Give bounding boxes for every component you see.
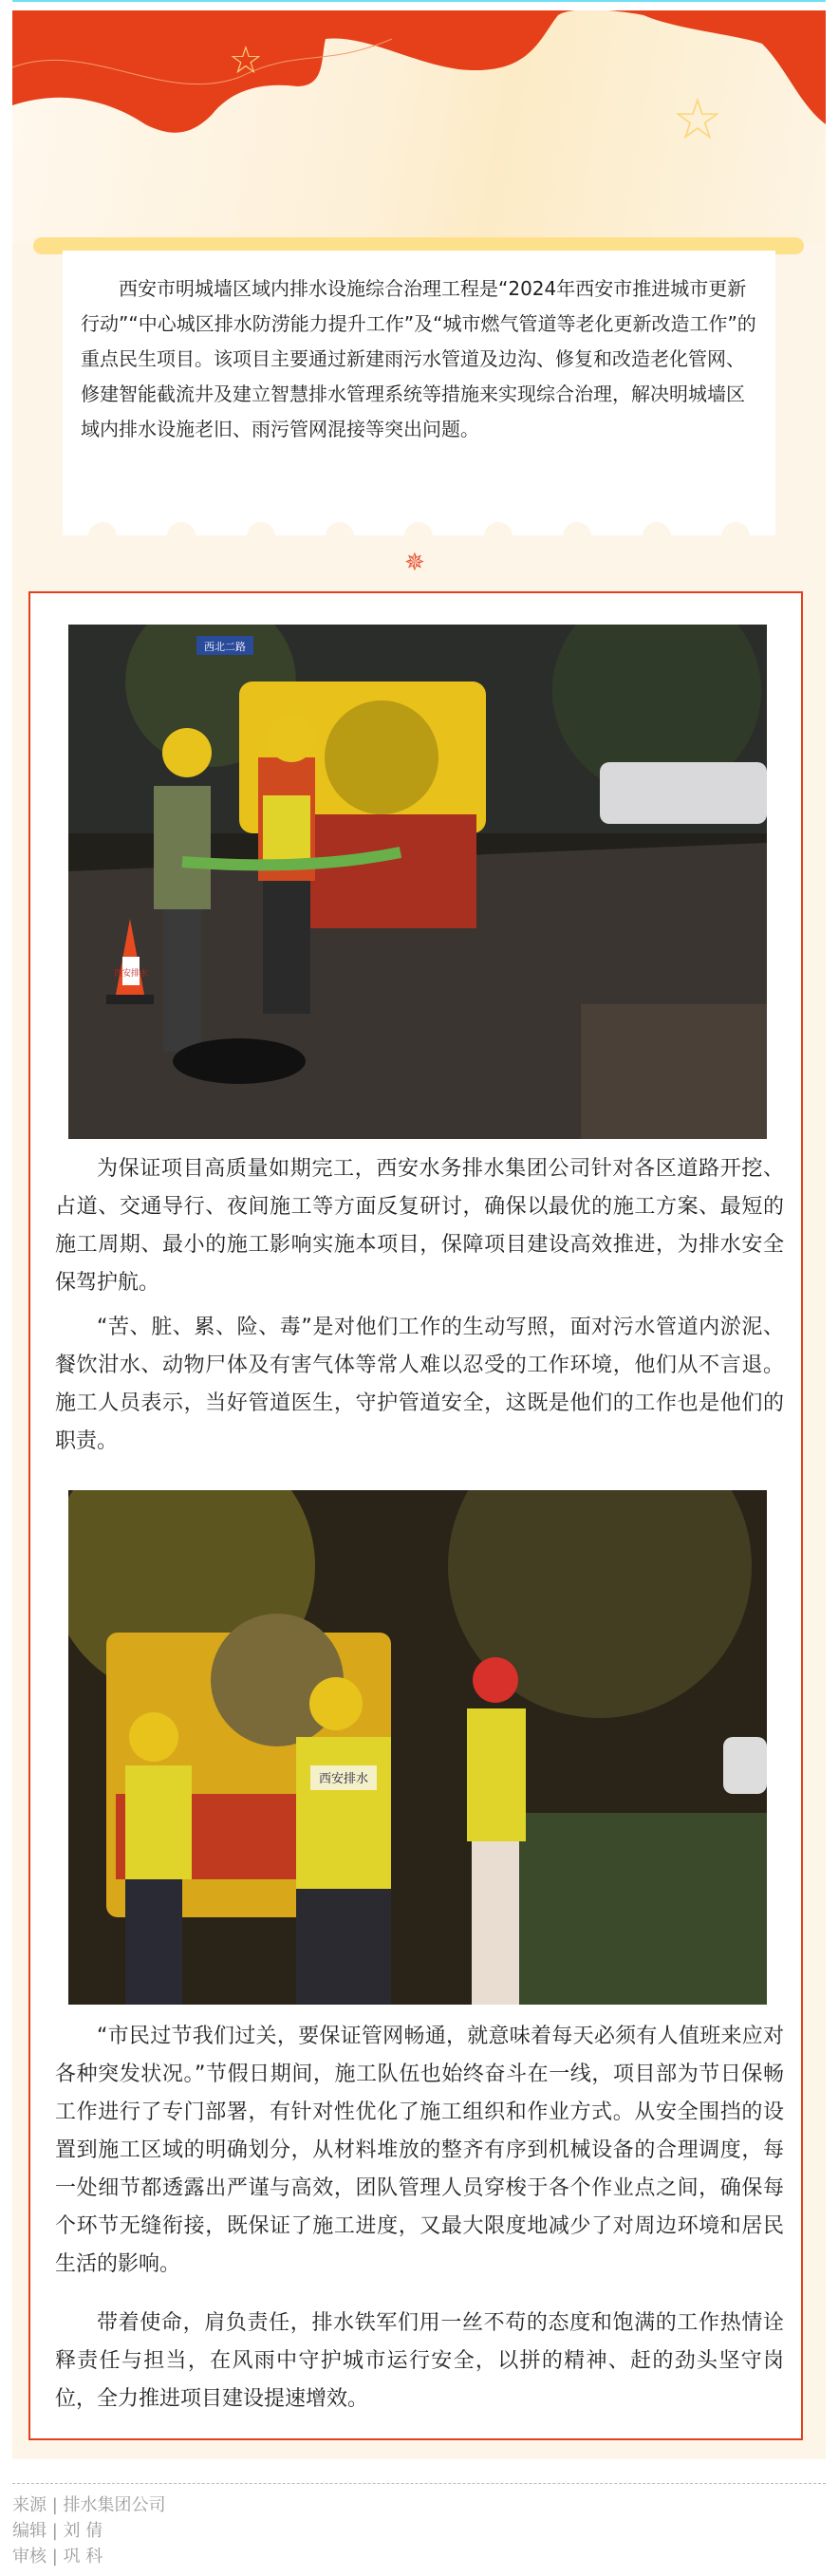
photo-workers-night-truck	[68, 625, 767, 1139]
vest-text: 西安排水	[318, 1772, 369, 1786]
scallop-edge	[63, 520, 775, 539]
star-decoration-icon: ☆	[672, 86, 723, 153]
paragraph-4: 带着使命，肩负责任，排水铁军们用一丝不苟的态度和饱满的工作热情诠释责任与担当，在风雨中守护城市运行安全，以拼的精神、赶的劲头坚守岗位，全力推进项目建设提速增效。	[55, 2311, 784, 2411]
paragraph-1: 为保证项目高质量如期完工，西安水务排水集团公司针对各区道路开挖、占道、交通导行、夜间施工等方面反复研讨，确保以最优的施工方案、最短的施工周期、最小的施工影响实施本项目，保障项目建设高效推进，为排水安全保驾护航。	[55, 1157, 784, 1295]
footer-editor: 编辑 | 刘 倩	[12, 2521, 103, 2541]
intro-text: 西安市明城墙区域内排水设施综合治理工程是“2024年西安市推进城市更新行动”“中心城区排水防涝能力提升工作”及“城市燃气管道等老化更新改造工作”的重点民生项目。该项目主要通过新建雨污水管道及边沟、修复和改造老化管网、修建智能截流井及建立智慧排水管理系统等措施来实现综合治理，解决明城墙区域内排水设施老旧、雨污管网混接等突出问题。	[81, 277, 756, 440]
header-banner	[12, 10, 826, 243]
star-decoration-icon: ☆	[229, 39, 263, 83]
traffic-cone-text: 西安排水	[113, 969, 149, 979]
footer-reviewer: 审核 | 巩 科	[12, 2547, 103, 2567]
paragraph-3: “市民过节我们过关，要保证管网畅通，就意味着每天必须有人值班来应对各种突发状况。”节假日期间，施工队伍也始终奋斗在一线，项目部为节日保畅工作进行了专门部署，有针对性优化了施工组织和作业方式。从安全围挡的设置到施工区域的明确划分，从材料堆放的整齐有序到机械设备的合理调度，每一处细节都透露出严谨与高效，团队管理人员穿梭于各个作业点之间，确保每个环节无缝衔接，既保证了施工进度，又最大限度地减少了对周边环境和居民生活的影响。	[55, 2025, 784, 2276]
footer-source: 来源 | 排水集团公司	[12, 2495, 166, 2515]
street-sign-text: 西北二路	[204, 641, 246, 653]
photo-workers-inspection	[68, 1490, 767, 2005]
footer-divider	[12, 2483, 826, 2484]
star-icon: ✵	[404, 549, 425, 577]
paragraph-2: “苦、脏、累、险、毒”是对他们工作的生动写照，面对污水管道内淤泥、餐饮泔水、动物尸体及有害气体等常人难以忍受的工作环境，他们从不言退。施工人员表示，当好管道医生，守护管道安全，这既是他们的工作也是他们的职责。	[55, 1316, 784, 1453]
intro-card	[63, 251, 775, 535]
top-divider	[12, 0, 826, 2]
